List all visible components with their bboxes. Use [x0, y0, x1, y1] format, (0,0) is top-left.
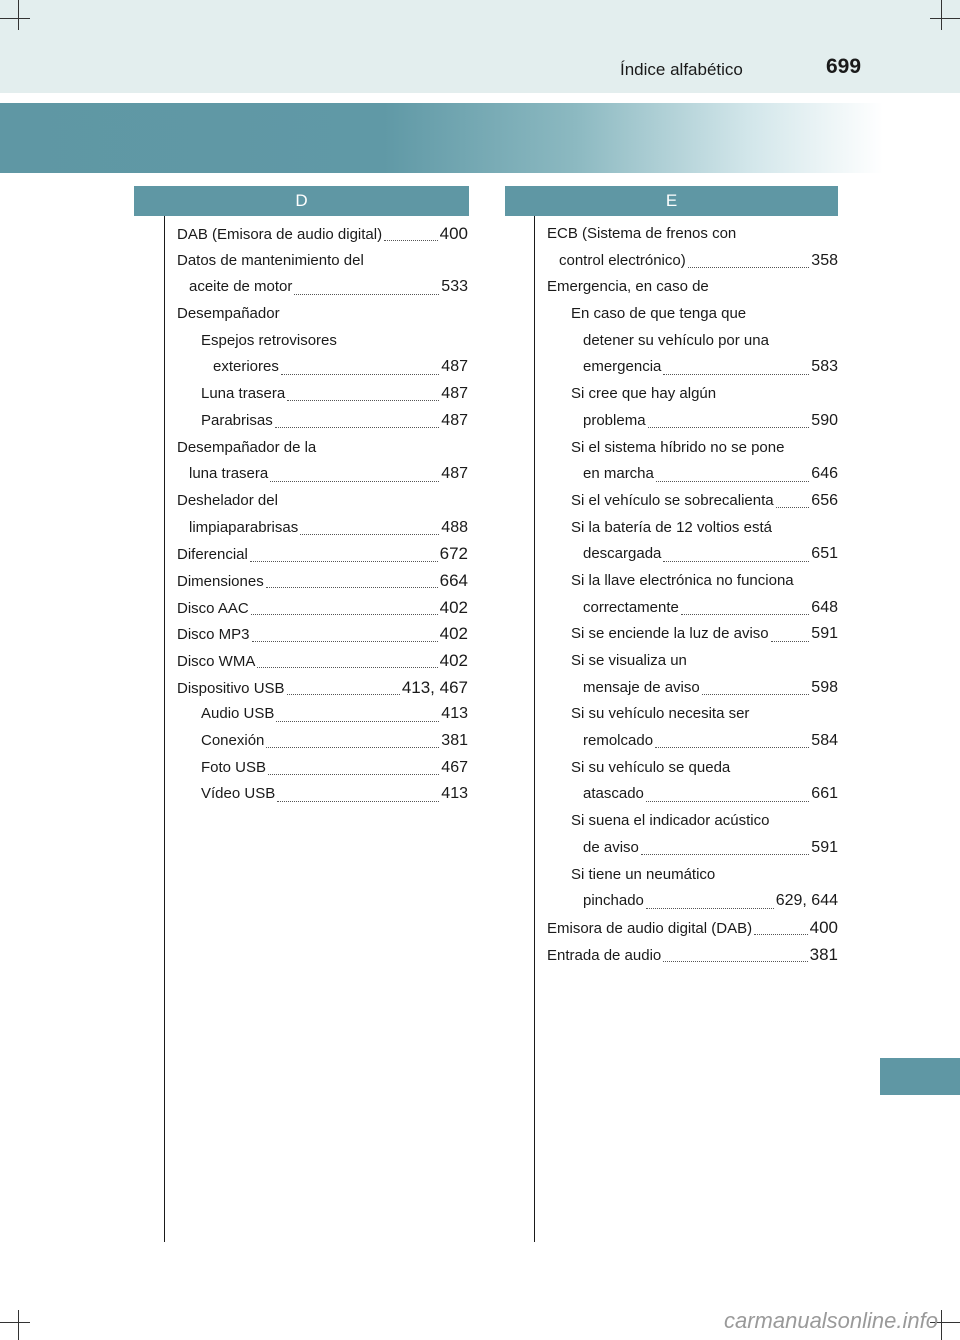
index-entry-term: Dispositivo USB	[177, 679, 285, 697]
index-entry-term: Datos de mantenimiento del	[177, 251, 364, 269]
index-entry-term: atascado	[583, 785, 644, 803]
index-entry-term: limpiaparabrisas	[189, 518, 299, 536]
index-entry-term: Vídeo USB	[201, 785, 276, 803]
right-column-rule	[534, 186, 535, 1242]
crop-mark	[0, 1322, 30, 1323]
index-entry-term: DAB (Emisora de audio digital)	[177, 226, 383, 243]
index-entry-term: Emergencia, en caso de	[547, 278, 709, 296]
dot-leader	[276, 720, 439, 722]
index-entry	[547, 595, 838, 622]
index-entry-term: Si cree que hay algún	[571, 385, 717, 403]
crop-mark	[18, 1310, 19, 1340]
index-entry	[177, 755, 468, 782]
index-entry	[547, 755, 838, 782]
index-entry-term: Si la batería de 12 voltios está	[571, 518, 772, 536]
index-entry	[547, 675, 838, 702]
index-entry-term: Si el vehículo se sobrecalienta	[571, 491, 774, 509]
index-entry-term: Si la llave electrónica no funciona	[571, 571, 794, 589]
index-entry-term: de aviso	[583, 838, 639, 856]
watermark: carmanualsonline.info	[723, 1308, 938, 1333]
index-entry-page[interactable]: 413	[441, 785, 468, 803]
index-entry-page[interactable]: 656	[811, 491, 838, 509]
index-entry-term: Deshelador del	[177, 491, 278, 509]
index-entry-term: Disco WMA	[177, 653, 256, 670]
index-entry-term: Disco MP3	[177, 626, 250, 644]
dot-leader	[702, 693, 810, 695]
index-entry	[547, 621, 838, 648]
index-entry	[547, 461, 838, 488]
index-entry	[547, 381, 838, 408]
index-entry	[547, 408, 838, 435]
index-entry	[547, 301, 838, 328]
index-entry-page[interactable]: 661	[811, 785, 838, 803]
crop-mark	[18, 0, 19, 30]
crop-mark	[0, 18, 30, 19]
index-entry-term: Disco AAC	[177, 599, 249, 617]
index-entry-page[interactable]: 672	[439, 544, 468, 564]
index-entry	[177, 248, 468, 275]
dot-leader	[754, 933, 808, 935]
index-entry-page[interactable]: 598	[811, 678, 838, 696]
index-entry-page[interactable]: 381	[441, 732, 468, 750]
dot-leader	[250, 560, 438, 562]
dot-leader	[663, 960, 807, 962]
index-entry	[547, 728, 838, 755]
dot-leader	[266, 586, 438, 588]
index-entry-page[interactable]: 591	[811, 625, 838, 643]
dot-leader	[294, 293, 439, 295]
index-column-d	[177, 221, 468, 808]
index-entry	[177, 675, 468, 702]
index-entry-page[interactable]: 648	[811, 598, 838, 616]
index-entry-term: detener su vehículo por una	[583, 331, 769, 349]
dot-leader	[776, 506, 810, 508]
index-entry-term: descargada	[583, 545, 662, 563]
index-entry-page[interactable]: 487	[441, 465, 468, 483]
index-entry	[547, 221, 838, 248]
index-entry-term: Si su vehículo se queda	[571, 758, 731, 776]
index-entry	[177, 328, 468, 355]
index-entry	[177, 781, 468, 808]
index-entry-term: Desempañador de la	[177, 438, 317, 456]
index-entry	[547, 435, 838, 462]
crop-mark	[941, 0, 942, 30]
dot-leader	[646, 907, 774, 909]
section-tab-d: D	[134, 186, 469, 216]
dot-leader	[656, 480, 809, 482]
header-band	[0, 0, 960, 93]
index-entry-page[interactable]: 467	[441, 758, 468, 776]
page-number: 699	[826, 55, 862, 78]
section-tab-e: E	[505, 186, 838, 216]
dot-leader	[287, 399, 439, 401]
index-entry-page[interactable]: 402	[439, 624, 468, 644]
index-entry-page[interactable]: 400	[439, 224, 468, 243]
index-entry-term: Si suena el indicador acústico	[571, 812, 770, 830]
dot-leader	[251, 613, 438, 615]
index-entry-page[interactable]: 400	[809, 917, 838, 937]
page-title: Índice alfabético	[620, 60, 743, 79]
index-entry-page[interactable]: 533	[441, 278, 468, 296]
index-entry	[177, 728, 468, 755]
index-entry	[177, 221, 468, 248]
index-entry-term: remolcado	[583, 732, 654, 750]
dot-leader	[287, 693, 400, 695]
index-entry	[547, 328, 838, 355]
index-entry	[177, 301, 468, 328]
index-entry-page[interactable]: 413	[441, 705, 468, 723]
index-entry-term: Luna trasera	[201, 385, 286, 403]
left-column-rule	[164, 186, 165, 1242]
index-entry-term: Emisora de audio digital (DAB)	[547, 919, 753, 937]
index-entry-page[interactable]: 402	[439, 597, 468, 617]
index-entry	[177, 461, 468, 488]
index-entry-term: Si se visualiza un	[571, 652, 687, 669]
index-entry-term: pinchado	[583, 892, 644, 910]
index-entry-term: En caso de que tenga que	[571, 305, 747, 323]
index-entry-term: ECB (Sistema de frenos con	[547, 225, 737, 242]
index-entry-term: Si el sistema híbrido no se pone	[571, 438, 785, 456]
index-entry	[547, 248, 838, 275]
index-entry	[177, 621, 468, 648]
index-entry	[547, 915, 838, 942]
index-entry	[547, 701, 838, 728]
index-entry-term: Diferencial	[177, 546, 248, 564]
dot-leader	[688, 266, 810, 268]
index-entry	[547, 648, 838, 675]
index-entry-term: exteriores	[213, 358, 279, 376]
index-entry-term: problema	[583, 411, 646, 429]
index-entry-term: Si se enciende la luz de aviso	[571, 625, 769, 643]
index-entry	[547, 274, 838, 301]
index-entry-page[interactable]: 646	[811, 465, 838, 483]
index-entry-term: Espejos retrovisores	[201, 331, 337, 349]
index-entry-term: mensaje de aviso	[583, 678, 700, 696]
dot-leader	[648, 426, 810, 428]
index-entry-term: correctamente	[583, 598, 679, 616]
index-entry	[547, 888, 838, 915]
dot-leader	[252, 640, 438, 642]
crop-mark	[930, 18, 960, 19]
index-entry	[547, 862, 838, 889]
index-entry-term: Entrada de audio	[547, 946, 662, 964]
index-entry	[547, 515, 838, 542]
index-entry	[177, 381, 468, 408]
index-entry-page[interactable]: 487	[441, 358, 468, 376]
index-entry-page[interactable]: 402	[439, 651, 468, 670]
dot-leader	[266, 746, 439, 748]
index-entry-page[interactable]: 651	[811, 545, 838, 563]
index-entry-page[interactable]: 488	[441, 518, 468, 536]
dot-leader	[646, 800, 809, 802]
index-entry	[547, 808, 838, 835]
index-entry	[547, 541, 838, 568]
index-entry-term: Foto USB	[201, 758, 267, 776]
index-entry	[177, 435, 468, 462]
decorative-gradient-band	[0, 103, 960, 173]
index-entry	[547, 488, 838, 515]
index-entry-term: Audio USB	[201, 705, 275, 723]
dot-leader	[663, 373, 809, 375]
dot-leader	[268, 773, 439, 775]
index-entry-term: emergencia	[583, 358, 662, 376]
index-entry-term: aceite de motor	[189, 278, 293, 296]
index-entry-page[interactable]: 358	[811, 251, 838, 269]
dot-leader	[384, 239, 438, 241]
dot-leader	[771, 640, 810, 642]
index-entry-page[interactable]: 381	[809, 944, 838, 964]
index-entry-term: Dimensiones	[177, 572, 264, 590]
index-entry	[177, 595, 468, 622]
index-entry-term: control electrónico)	[559, 251, 686, 269]
index-entry-term: Parabrisas	[201, 411, 273, 429]
index-entry	[177, 515, 468, 542]
index-entry	[547, 568, 838, 595]
index-entry-page[interactable]: 590	[811, 411, 838, 429]
index-entry	[177, 488, 468, 515]
index-entry-page[interactable]: 629, 644	[775, 892, 838, 910]
index-column-e	[547, 221, 838, 968]
crop-mark	[941, 1310, 942, 1340]
index-entry	[547, 354, 838, 381]
dot-leader	[281, 373, 439, 375]
dot-leader	[663, 560, 809, 562]
chapter-thumb-marker	[880, 1058, 960, 1095]
index-entry	[547, 835, 838, 862]
index-entry-term: luna trasera	[189, 465, 269, 483]
index-entry-term: Si su vehículo necesita ser	[571, 705, 750, 723]
dot-leader	[300, 533, 439, 535]
dot-leader	[655, 746, 809, 748]
dot-leader	[641, 853, 809, 855]
index-entry	[177, 274, 468, 301]
index-entry-page[interactable]: 413, 467	[401, 677, 468, 697]
index-entry	[177, 354, 468, 381]
index-entry	[547, 781, 838, 808]
index-entry-page[interactable]: 487	[441, 411, 468, 429]
index-entry-term: en marcha	[583, 465, 654, 483]
index-entry-page[interactable]: 487	[441, 385, 468, 403]
dot-leader	[277, 800, 439, 802]
index-entry	[177, 541, 468, 568]
dot-leader	[275, 426, 440, 428]
index-entry-page[interactable]: 583	[811, 358, 838, 376]
index-entry-term: Conexión	[201, 732, 265, 750]
index-entry-page[interactable]: 591	[811, 838, 838, 856]
index-entry	[177, 648, 468, 675]
index-entry	[177, 568, 468, 595]
index-entry	[547, 942, 838, 969]
dot-leader	[681, 613, 809, 615]
index-entry-page[interactable]: 584	[811, 732, 838, 750]
index-entry-page[interactable]: 664	[439, 570, 468, 590]
index-entry	[177, 701, 468, 728]
index-entry-term: Si tiene un neumático	[571, 865, 716, 883]
dot-leader	[257, 666, 437, 668]
dot-leader	[270, 480, 439, 482]
index-entry	[177, 408, 468, 435]
index-entry-term: Desempañador	[177, 305, 280, 323]
